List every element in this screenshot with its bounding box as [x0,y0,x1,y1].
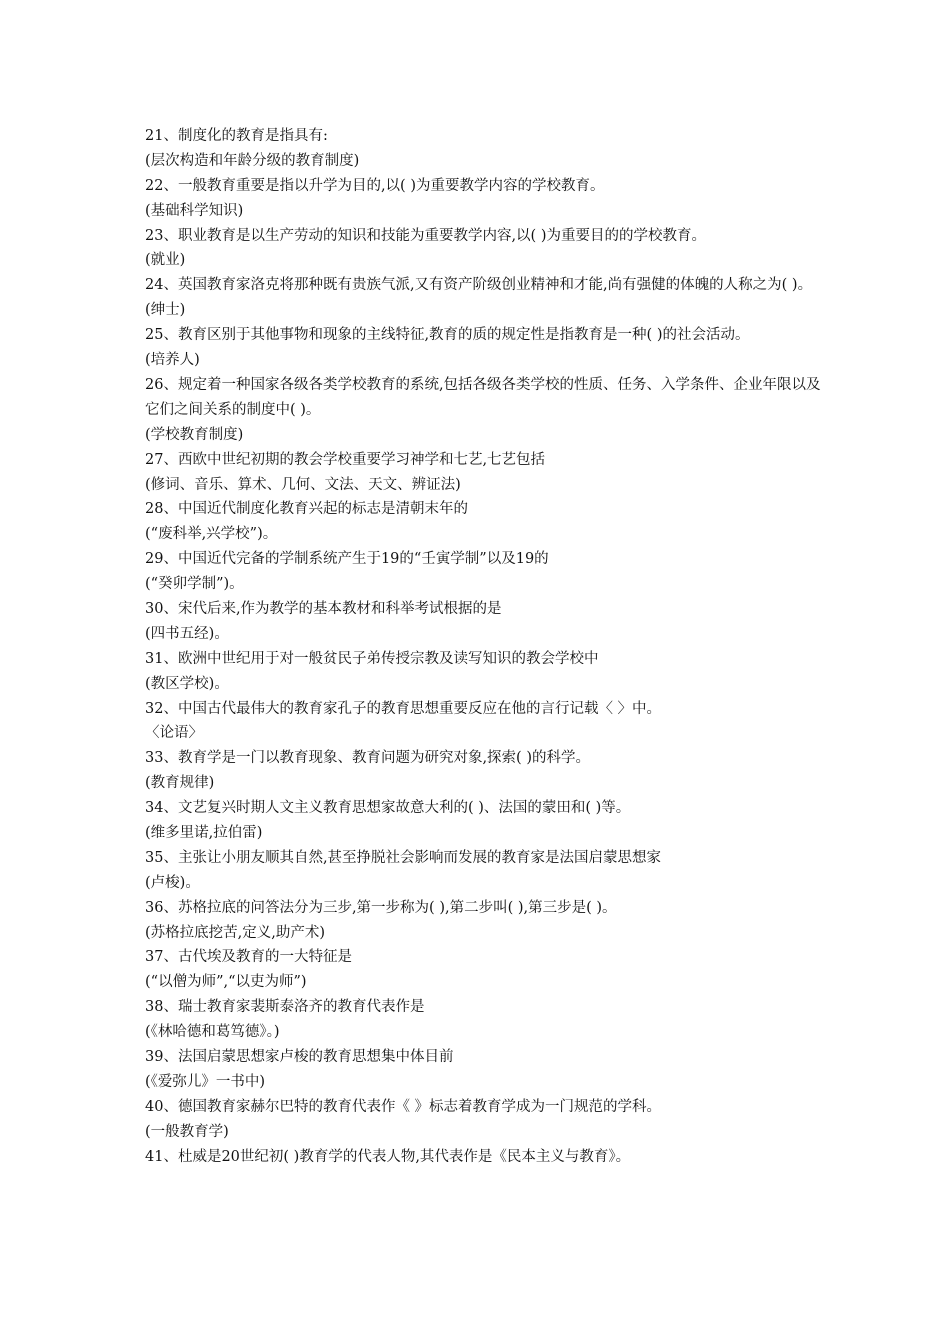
answer-text: (一般教育学) [145,1123,229,1140]
answer-text: (培养人) [145,352,200,369]
answer-text: (《爱弥儿》一书中) [145,1073,266,1090]
question-text: 22、一般教育重要是指以升学为目的,以( )为重要教学内容的学校教育。 [145,177,605,194]
question-text: 29、中国近代完备的学制系统产生于19的“壬寅学制”以及19的 [145,551,549,568]
question-text: 26、规定着一种国家各级各类学校教育的系统,包括各级各类学校的性质、任务、入学条件、企业年限以及它们之间关系的制度中( )。 [145,376,821,418]
question-text: 33、教育学是一门以教育现象、教育问题为研究对象,探索( )的科学。 [145,750,590,767]
answer-text: (教区学校)。 [145,675,229,692]
answer-text: (“以僧为师”,“以吏为师”) [145,974,307,991]
question-text: 34、文艺复兴时期人文主义教育思想家故意大利的( )、法国的蒙田和( )等。 [145,800,631,817]
answer-text: (苏格拉底挖苦,定义,助产术) [145,924,326,941]
question-text: 27、西欧中世纪初期的教会学校重要学习神学和七艺,七艺包括 [145,451,546,468]
question-text: 28、中国近代制度化教育兴起的标志是清朝末年的 [145,501,468,518]
question-text: 41、杜威是20世纪初( )教育学的代表人物,其代表作是《民本主义与教育》。 [145,1148,631,1165]
answer-text: (基础科学知识) [145,202,244,219]
question-text: 40、德国教育家赫尔巴特的教育代表作《 》标志着教育学成为一门规范的学科。 [145,1098,662,1115]
answer-text: 〈论语〉 [145,725,203,742]
question-text: 32、中国古代最伟大的教育家孔子的教育思想重要反应在他的言行记载〈 〉中。 [145,700,662,717]
question-text: 21、制度化的教育是指具有: [145,128,328,144]
answer-text: (教育规律) [145,775,215,792]
answer-text: (“癸卯学制”)。 [145,576,244,593]
question-text: 38、瑞士教育家裴斯泰洛齐的教育代表作是 [145,999,425,1016]
question-text: 37、古代埃及教育的一大特征是 [145,949,352,966]
question-text: 24、英国教育家洛克将那种既有贵族气派,又有资产阶级创业精神和才能,尚有强健的体魄的人称之为( )。 [145,277,813,294]
document-page [145,124,825,1169]
answer-text: (“废科举,兴学校”)。 [145,526,278,543]
answer-text: (维多里诺,拉伯雷) [145,825,263,841]
answer-text: (绅士) [145,302,186,319]
answer-text: (《林哈德和葛笃德》。) [145,1024,280,1041]
answer-text: (修词、音乐、算术、几何、文法、天文、辨证法) [145,476,461,493]
answer-text: (层次构造和年龄分级的教育制度) [145,152,360,169]
question-text: 35、主张让小朋友顺其自然,甚至挣脱社会影响而发展的教育家是法国启蒙思想家 [145,849,662,866]
question-text: 39、法国启蒙思想家卢梭的教育思想集中体目前 [145,1049,454,1066]
question-text: 23、职业教育是以生产劳动的知识和技能为重要教学内容,以( )为重要目的的学校教育。 [145,227,706,244]
answer-text: (就业) [145,252,186,269]
question-text: 30、宋代后来,作为教学的基本教材和科举考试根据的是 [145,600,502,617]
question-text: 31、欧洲中世纪用于对一般贫民子弟传授宗教及读写知识的教会学校中 [145,650,599,667]
answer-text: (四书五经)。 [145,625,229,642]
answer-text: (学校教育制度) [145,426,244,443]
answer-text: (卢梭)。 [145,874,200,891]
question-text: 36、苏格拉底的问答法分为三步,第一步称为( ),第二步叫( ),第三步是( )。 [145,899,617,916]
question-list [145,124,825,1169]
question-text: 25、教育区别于其他事物和现象的主线特征,教育的质的规定性是指教育是一种( )的社会活动。 [145,327,750,344]
